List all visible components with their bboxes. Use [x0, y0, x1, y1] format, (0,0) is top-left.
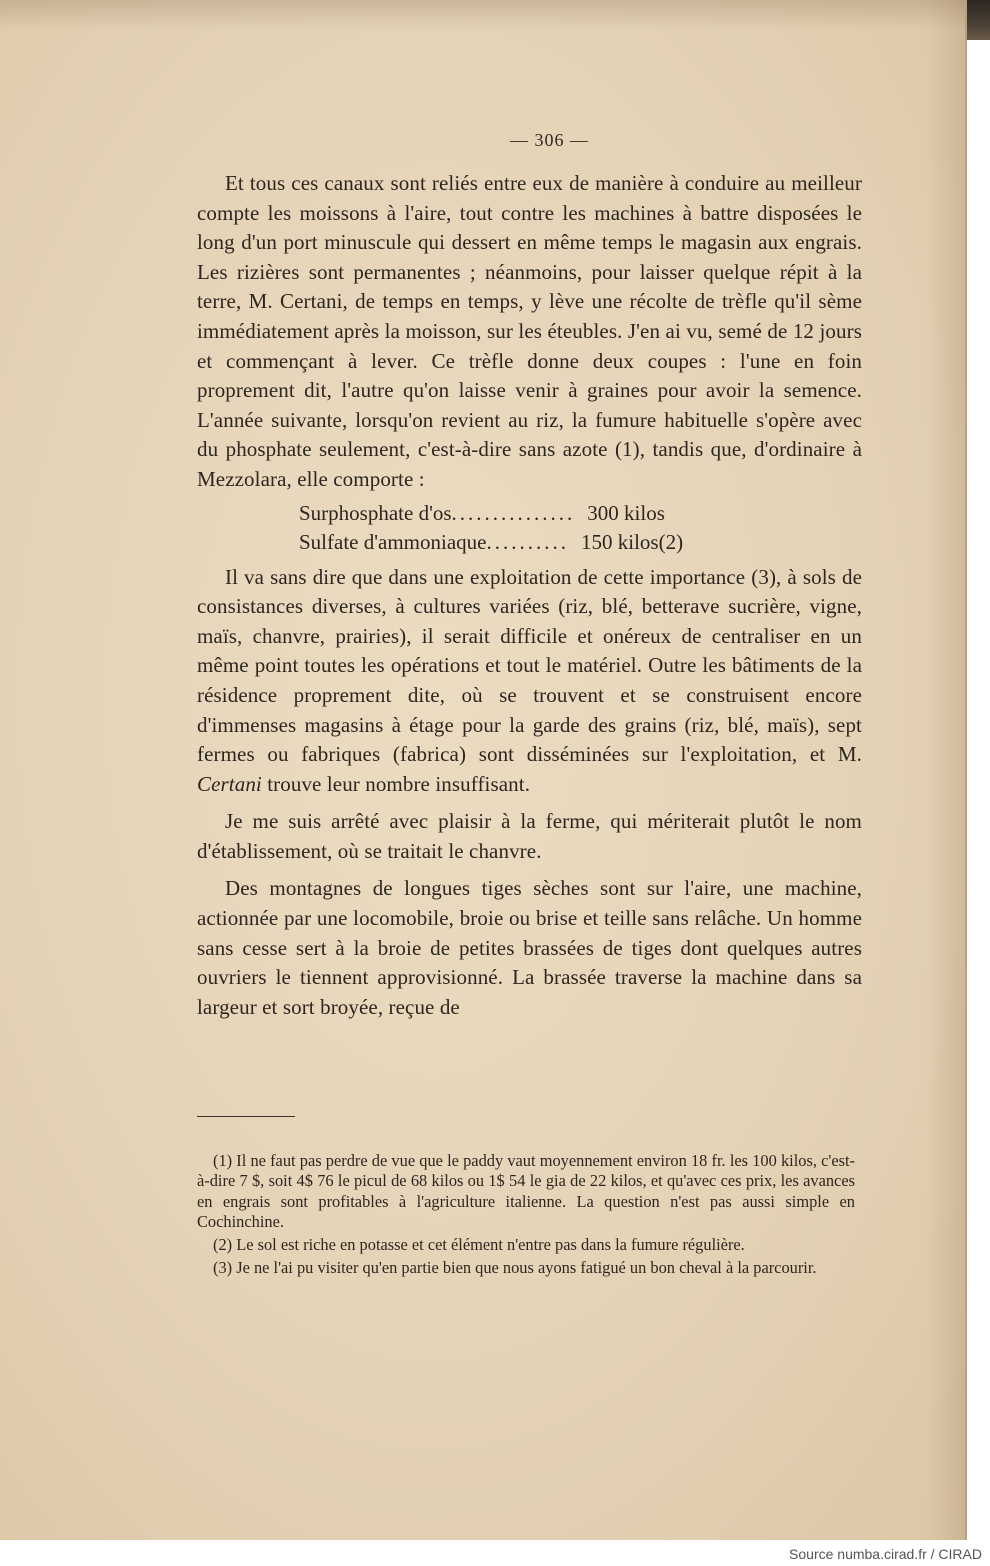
- leader-dots: ..........: [486, 529, 569, 554]
- person-name: Certani: [197, 771, 262, 796]
- leader-dots: ...............: [451, 500, 576, 525]
- fertilizer-row: [299, 499, 862, 528]
- footnote-1: (1) Il ne faut pas perdre de vue que le paddy vaut moyennement environ 18 fr. les 100 kilos, c'est-à-dire 7 $, soit 4$ 76 le picul de 68 kilos ou 1$ 54 le gia de 22 kilos, et qu'avec ces prix, les avances en engrais sont profitables à l'agriculture italienne. La question n'est pas aussi simple en Cochinchine.: [197, 1151, 855, 1231]
- paragraph-canals: Et tous ces canaux sont reliés entre eux de manière à conduire au meilleur compte les moissons à l'aire, tout contre les machines à battre disposées le long d'un port minuscule qui dessert en même temps le magasin aux engrais. Les rizières sont permanentes ; néanmoins, pour laisser quelque répit à la terre, M. Certani, de temps en temps, y lève une récolte de trèfle qu'il sème immédiatement après la moisson, sur les éteubles. J'en ai vu, semé de 12 jours et commençant à lever. Ce trèfle donne deux coupes : l'une en foin proprement dit, l'autre qu'on laisse venir à graines pour avoir la semence. L'année suivante, lorsqu'on revient au riz, la fumure habituelle s'opère avec du phosphate seulement, c'est-à-dire sans azote (1), tandis que, d'ordinaire à Mezzolara, elle comporte :: [197, 171, 862, 491]
- fertilizer-quantity: 150 kilos: [580, 529, 659, 554]
- footnote-ref: (2): [658, 529, 684, 554]
- footnote-divider: [197, 1116, 295, 1117]
- footnote-3: (3) Je ne l'ai pu visiter qu'en partie bien que nous ayons fatigué un bon cheval à la parcourir.: [213, 1258, 817, 1278]
- fertilizer-name: Surphosphate d'os: [299, 500, 452, 525]
- paragraph-hemp-farm: Je me suis arrêté avec plaisir à la ferme, qui mériterait plutôt le nom d'établissement, où se traitait le chanvre.: [197, 809, 862, 863]
- page-number: — 306 —: [510, 130, 589, 150]
- paragraph-text: trouve leur nombre insuffisant.: [267, 771, 531, 796]
- paragraph-exploitation: [197, 563, 862, 800]
- fertilizer-name: Sulfate d'ammoniaque: [299, 529, 487, 554]
- fertilizer-quantity: 300 kilos: [587, 500, 665, 525]
- fertilizer-list: [299, 499, 862, 557]
- paragraph-machine: Des montagnes de longues tiges sèches sont sur l'aire, une machine, actionnée par une locomobile, broie ou brise et teille sans relâche. Un homme sans cesse sert à la broie de petites brassées de tiges dont quelques autres ouvriers le tiennent approvisionné. La brassée traverse la machine dans sa largeur et sort broyée, reçue de: [197, 876, 862, 1019]
- footnotes: [197, 1151, 855, 1282]
- source-credit: Source numba.cirad.fr / CIRAD: [789, 1546, 982, 1562]
- paragraph-text: Il va sans dire que dans une exploitation de cette importance (3), à sols de consistances diverses, à cultures variées (riz, blé, betterave sucrière, vigne, maïs, chanvre, prairies), il serait difficile et onéreux de centraliser en un même point toutes les opérations et tout le matériel. Outre les bâtiments de la résidence proprement dite, où se trouvent et se construisent encore d'immenses magasins à étage pour la garde des grains (riz, blé, maïs), sept fermes ou fabriques (fabrica) sont disséminées sur l'exploitation, et M.: [197, 564, 862, 767]
- page-content: [197, 130, 862, 1030]
- fertilizer-row: [299, 528, 862, 557]
- footnote-2: (2) Le sol est riche en potasse et cet élément n'entre pas dans la fumure régulière.: [213, 1235, 745, 1255]
